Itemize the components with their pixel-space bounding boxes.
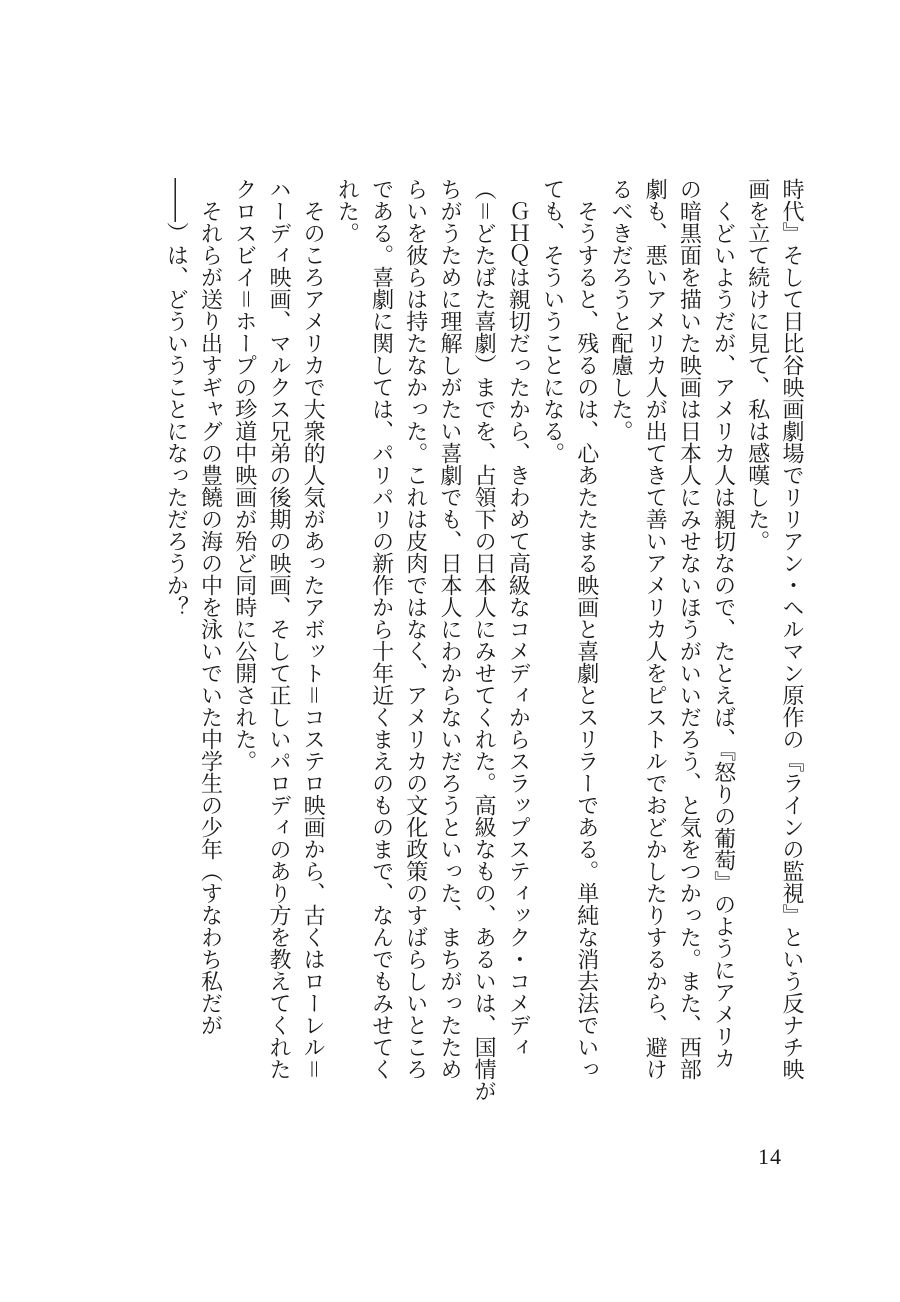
vertical-text-body bbox=[158, 178, 808, 1108]
page-number: 14 bbox=[758, 1144, 782, 1169]
text-line: 劇も、悪いアメリカ人が出てきて善いアメリカ人をピストルでおどかしたりするから、避け bbox=[642, 178, 668, 1080]
text-line: それらが送り出すギャグの豊饒の海の中を泳いでいた中学生の少年（すなわち私だが bbox=[197, 200, 223, 1036]
text-line: （＝どたばた喜劇）までを、占領下の日本人にみせてくれた。高級なもの、あるいは、国情が bbox=[471, 178, 497, 1103]
text-line: ＧＨＱは親切だったから、きわめて高級なコメディからスラップスティック・コメディ bbox=[505, 200, 531, 1058]
text-line: るべきだろうと配慮した。 bbox=[607, 178, 633, 442]
text-line: クロスビイ＝ホープの珍道中映画が殆ど同時に公開された。 bbox=[231, 178, 257, 773]
text-line: れた。 bbox=[334, 178, 360, 244]
text-line: ――）は、どういうことになっただろうか？ bbox=[163, 178, 189, 618]
text-line: 画を立て続けに見て、私は感嘆した。 bbox=[744, 178, 770, 552]
text-line: そのころアメリカで大衆的人気があったアボット＝コステロ映画から、古くはローレル＝ bbox=[300, 200, 326, 1081]
text-line: の暗黒面を描いた映画は日本人にみせないほうがいいだろう、と気をつかった。また、西部 bbox=[676, 178, 702, 1080]
text-line: くどいようだが、アメリカ人は親切なので、たとえば、『怒りの葡萄』のようにアメリカ bbox=[710, 200, 736, 1069]
text-line: である。喜劇に関しては、パリパリの新作から十年近くまえのものまで、なんでもみせてく bbox=[368, 178, 394, 1080]
text-line: ちがうために理解しがたい喜劇でも、日本人にわからないだろうといった、まちがったため bbox=[436, 178, 462, 1080]
text-line: ても、そういうことになる。 bbox=[539, 178, 565, 464]
text-line: そうすると、残るのは、心あたたまる映画と喜劇とスリラーである。単純な消去法でいっ bbox=[573, 200, 599, 1080]
text-line: 時代』そして日比谷映画劇場でリリアン・ヘルマン原作の『ラインの監視』という反ナチ映 bbox=[779, 178, 804, 1080]
text-line: ハーディ映画、マルクス兄弟の後期の映画、そして正しいパロディのあり方を教えてくれた bbox=[265, 178, 291, 1080]
text-line: らいを彼らは持たなかった。これは皮肉ではなく、アメリカの文化政策のすばらしいところ bbox=[402, 178, 428, 1080]
